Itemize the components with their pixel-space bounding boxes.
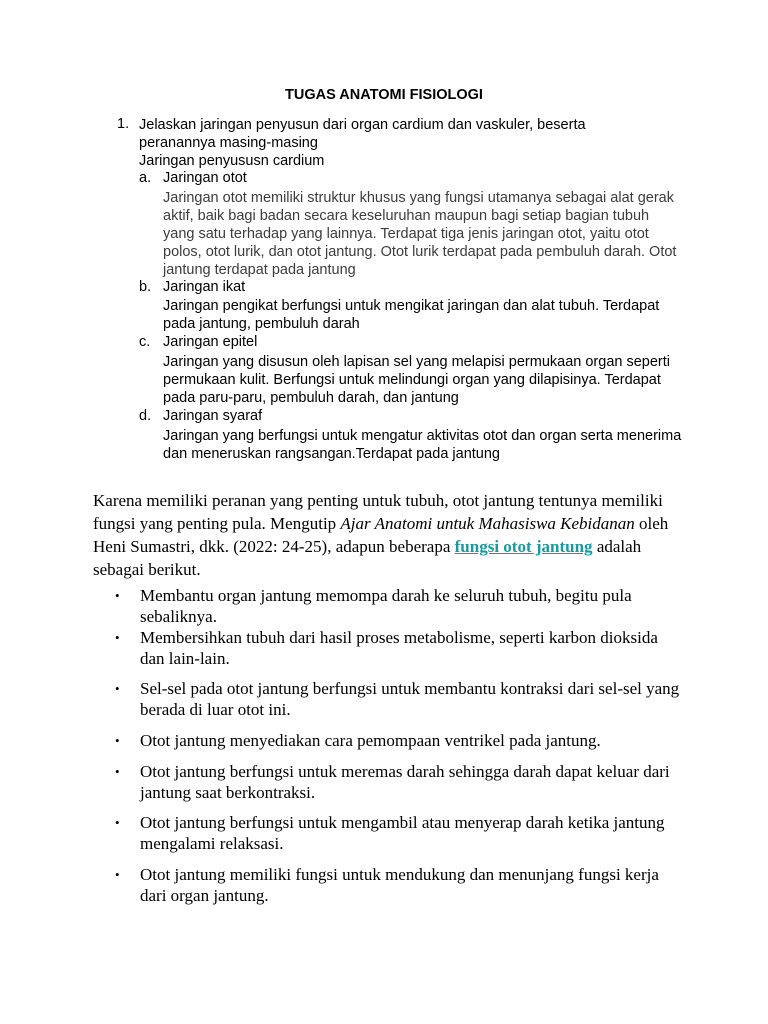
tissue-title-syaraf: Jaringan syaraf: [163, 408, 263, 424]
paragraph-text-3: adalah sebagai berikut.: [93, 537, 642, 579]
tissue-title-otot: Jaringan otot: [163, 170, 247, 186]
list-item-text: Otot jantung menyediakan cara pemompaan ventrikel pada jantung.: [140, 731, 601, 750]
question-text: Jelaskan jaringan penyusun dari organ cardium dan vaskuler, beserta peranannya masing-masing: [139, 117, 586, 151]
bullet-icon: •: [115, 867, 120, 882]
list-item-text: Otot jantung memiliki fungsi untuk mendukung dan menunjang fungsi kerja dari organ jantung.: [140, 865, 659, 905]
tissue-title-epitel: Jaringan epitel: [163, 334, 258, 350]
paragraph-text-1: Karena memiliki peranan yang penting untuk tubuh, otot jantung tentunya memiliki fungsi yang penting pula. Mengutip: [93, 491, 663, 533]
document-title: TUGAS ANATOMI FISIOLOGI: [285, 87, 483, 103]
tissue-letter-a: a.: [139, 170, 152, 186]
bullet-icon: •: [115, 815, 120, 830]
bullet-icon: •: [115, 630, 120, 645]
list-item-text: Membersihkan tubuh dari hasil proses metabolisme, seperti karbon dioksida dan lain-lain.: [140, 628, 658, 668]
paragraph-text-2: oleh Heni Sumastri, dkk. (2022: 24-25), adapun beberapa: [93, 514, 669, 556]
book-title: Ajar Anatomi untuk Mahasiswa Kebidanan: [340, 514, 635, 533]
list-item-text: Otot jantung berfungsi untuk meremas darah sehingga darah dapat keluar dari jantung saat berkontraksi.: [140, 762, 670, 802]
tissue-body-otot: Jaringan otot memiliki struktur khusus yang fungsi utamanya sebagai alat gerak aktif, baik bagi badan secara keseluruhan maupun bagi setiap bagian tubuh yang satu terhadap yang lainnya. Terdapat tiga jenis jaringan otot, yaitu otot polos, otot lurik, dan otot jantung. Otot lurik terdapat pada pembuluh darah. Otot jantung terdapat pada jantung: [163, 190, 677, 278]
list-item-text: Otot jantung berfungsi untuk mengambil atau menyerap darah ketika jantung mengalami relaksasi.: [140, 813, 665, 853]
bullet-icon: •: [115, 764, 120, 779]
question-number: 1.: [117, 116, 130, 132]
list-item-text: Sel-sel pada otot jantung berfungsi untuk membantu kontraksi dari sel-sel yang berada di luar otot ini.: [140, 679, 680, 719]
intro-paragraph: [93, 489, 683, 581]
tissue-letter-c: c.: [139, 334, 151, 350]
list-item-text: Membantu organ jantung memompa darah ke seluruh tubuh, begitu pula sebaliknya.: [140, 586, 632, 626]
tissue-letter-d: d.: [139, 408, 152, 424]
tissue-letter-b: b.: [139, 279, 152, 295]
tissue-body-syaraf: Jaringan yang berfungsi untuk mengatur aktivitas otot dan organ serta menerima dan meneruskan rangsangan.Terdapat pada jantung: [163, 428, 682, 462]
fungsi-otot-jantung-link[interactable]: fungsi otot jantung: [454, 537, 593, 556]
tissue-body-epitel: Jaringan yang disusun oleh lapisan sel yang melapisi permukaan organ seperti permukaan kulit. Berfungsi untuk melindungi organ yang dilapisinya. Terdapat pada paru-paru, pembuluh darah, dan jantung: [163, 354, 671, 406]
bullet-icon: •: [115, 588, 120, 603]
bullet-icon: •: [115, 681, 120, 696]
section-subheading: Jaringan penyususn cardium: [139, 153, 325, 169]
tissue-body-ikat: Jaringan pengikat berfungsi untuk mengikat jaringan dan alat tubuh. Terdapat pada jantung, pembuluh darah: [163, 298, 660, 332]
tissue-title-ikat: Jaringan ikat: [163, 279, 246, 295]
bullet-icon: •: [115, 733, 120, 748]
